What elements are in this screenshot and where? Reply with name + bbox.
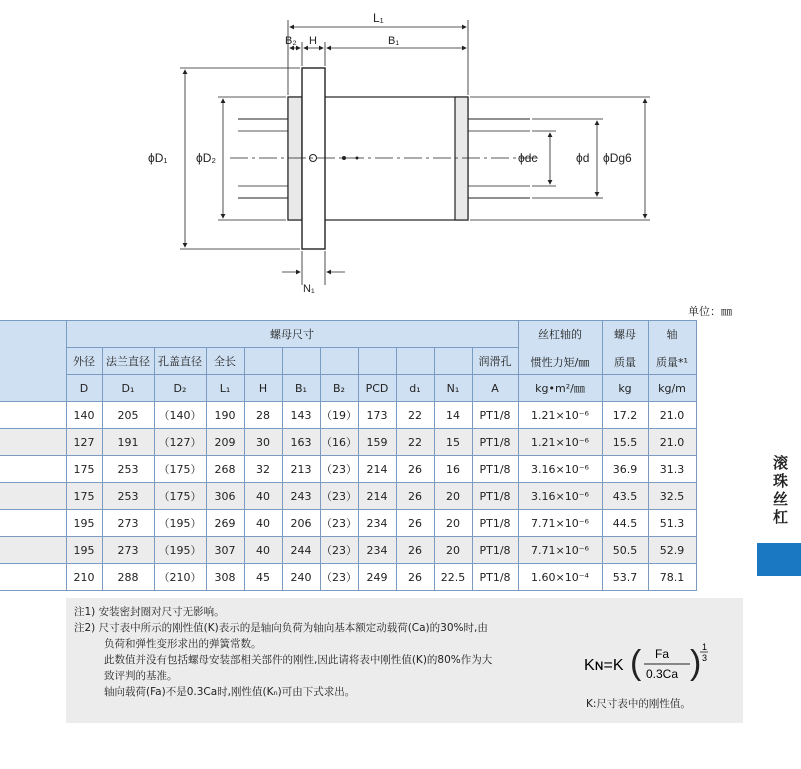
dim-B2: B₂ <box>285 35 297 47</box>
table-cell: 28 <box>244 402 282 429</box>
row-side-cell <box>0 429 66 456</box>
table-cell: 244 <box>282 537 320 564</box>
table-cell: 40 <box>244 510 282 537</box>
note-2b: 负荷和弹性变形求出的弹簧常数。 <box>104 638 262 650</box>
table-cell: 1.21×10⁻⁶ <box>518 429 602 456</box>
table-row <box>0 564 696 591</box>
table-cell: PT1/8 <box>472 429 518 456</box>
table-cell: 31.3 <box>648 456 696 483</box>
colname-4 <box>244 348 282 375</box>
table-body <box>0 402 696 591</box>
column-symbol: kg <box>602 375 648 402</box>
table-row <box>0 510 696 537</box>
column-symbol-row <box>0 375 696 402</box>
table-cell: 22 <box>396 429 434 456</box>
table-cell: 143 <box>282 402 320 429</box>
inertia-line1: 丝杠轴的 <box>538 327 582 341</box>
formula-numerator: Fa <box>655 647 670 661</box>
table-cell: （175） <box>154 483 206 510</box>
colname-6 <box>320 348 358 375</box>
column-symbol: D₁ <box>102 375 154 402</box>
shaft-line2: 质量*¹ <box>656 355 688 369</box>
table-cell: 22.5 <box>434 564 472 591</box>
table-cell: 268 <box>206 456 244 483</box>
table-row <box>0 483 696 510</box>
column-symbol: PCD <box>358 375 396 402</box>
colname-1: 法兰直径 <box>102 348 154 375</box>
table-cell: PT1/8 <box>472 564 518 591</box>
table-row <box>0 537 696 564</box>
column-symbol: B₁ <box>282 375 320 402</box>
table-cell: 210 <box>66 564 102 591</box>
table-cell: 26 <box>396 510 434 537</box>
table-cell: 307 <box>206 537 244 564</box>
column-symbol: kg•m²/㎜ <box>518 375 602 402</box>
row-side-cell <box>0 510 66 537</box>
table-cell: 191 <box>102 429 154 456</box>
header-side <box>0 321 66 402</box>
dim-Dg6: ϕDg6 <box>603 151 632 165</box>
spec-table <box>0 320 697 591</box>
column-symbol: H <box>244 375 282 402</box>
note-1: 注1) 安装密封圈对尺寸无影响。 <box>74 606 225 618</box>
table-cell: 243 <box>282 483 320 510</box>
table-cell: 240 <box>282 564 320 591</box>
table-cell: 20 <box>434 537 472 564</box>
table-cell: 51.3 <box>648 510 696 537</box>
dim-N1: N₁ <box>303 283 315 295</box>
table-cell: 22 <box>396 402 434 429</box>
table-cell: 175 <box>66 483 102 510</box>
table-cell: 7.71×10⁻⁶ <box>518 537 602 564</box>
column-symbol: kg/m <box>648 375 696 402</box>
exponent-denominator: 3 <box>702 653 708 663</box>
dim-H: H <box>309 35 317 47</box>
colname-9 <box>434 348 472 375</box>
table-cell: 234 <box>358 537 396 564</box>
table-cell: 15.5 <box>602 429 648 456</box>
note-2e: 轴向载荷(Fa)不是0.3Ca时,刚性值(Kₙ)可由下式求出。 <box>104 686 356 698</box>
dim-L1: L₁ <box>373 11 384 25</box>
table-cell: 1.60×10⁻⁴ <box>518 564 602 591</box>
header-shaft-mass <box>648 321 696 375</box>
colname-10: 润滑孔 <box>472 348 518 375</box>
table-row <box>0 456 696 483</box>
colname-0: 外径 <box>66 348 102 375</box>
table-cell: （23） <box>320 510 358 537</box>
table-cell: 20 <box>434 483 472 510</box>
table-cell: PT1/8 <box>472 510 518 537</box>
table-cell: 173 <box>358 402 396 429</box>
row-side-cell <box>0 456 66 483</box>
colname-2: 孔盖直径 <box>154 348 206 375</box>
row-side-cell <box>0 537 66 564</box>
table-cell: （16） <box>320 429 358 456</box>
table-cell: 1.21×10⁻⁶ <box>518 402 602 429</box>
group-nut-dimensions: 螺母尺寸 <box>66 321 518 348</box>
table-cell: 32 <box>244 456 282 483</box>
colname-8 <box>396 348 434 375</box>
table-cell: 14 <box>434 402 472 429</box>
table-cell: 40 <box>244 537 282 564</box>
nut-mass-line2: 质量 <box>614 355 636 369</box>
table-cell: （140） <box>154 402 206 429</box>
table-cell: 43.5 <box>602 483 648 510</box>
table-cell: 175 <box>66 456 102 483</box>
table-cell: （195） <box>154 510 206 537</box>
note-2a: 注2) 尺寸表中所示的刚性值(K)表示的是轴向负荷为轴向基本额定动载荷(Ca)的30%时,由 <box>74 622 488 634</box>
table-cell: 3.16×10⁻⁶ <box>518 483 602 510</box>
table-cell: 21.0 <box>648 402 696 429</box>
table-cell: PT1/8 <box>472 456 518 483</box>
table-row <box>0 402 696 429</box>
table-cell: 17.2 <box>602 402 648 429</box>
table-cell: 306 <box>206 483 244 510</box>
column-symbol: N₁ <box>434 375 472 402</box>
column-symbol: B₂ <box>320 375 358 402</box>
colname-3: 全长 <box>206 348 244 375</box>
k-definition: K:尺寸表中的刚性值。 <box>586 698 691 710</box>
table-cell: 16 <box>434 456 472 483</box>
column-symbol: D <box>66 375 102 402</box>
table-cell: 163 <box>282 429 320 456</box>
table-cell: 15 <box>434 429 472 456</box>
table-cell: 21.0 <box>648 429 696 456</box>
dim-dc: ϕdᴄ <box>518 151 538 165</box>
table-cell: 273 <box>102 510 154 537</box>
table-cell: 127 <box>66 429 102 456</box>
table-cell: 140 <box>66 402 102 429</box>
table-cell: 40 <box>244 483 282 510</box>
formula-lhs: Kɴ=K <box>584 657 624 674</box>
nut-mass-line1: 螺母 <box>614 327 636 341</box>
svg-text:(: ( <box>630 644 642 682</box>
colname-7 <box>358 348 396 375</box>
table-cell: 249 <box>358 564 396 591</box>
column-symbol: A <box>472 375 518 402</box>
table-cell: 7.71×10⁻⁶ <box>518 510 602 537</box>
table-cell: 159 <box>358 429 396 456</box>
side-tab-accent <box>757 543 801 576</box>
table-cell: 26 <box>396 537 434 564</box>
colname-5 <box>282 348 320 375</box>
table-cell: 26 <box>396 456 434 483</box>
table-cell: 3.16×10⁻⁶ <box>518 456 602 483</box>
unit-note: 单位：㎜ <box>688 305 732 318</box>
table-cell: 213 <box>282 456 320 483</box>
table-cell: 205 <box>102 402 154 429</box>
table-cell: 273 <box>102 537 154 564</box>
table-cell: 32.5 <box>648 483 696 510</box>
note-2d: 致评判的基准。 <box>104 670 178 682</box>
svg-text:): ) <box>690 644 702 682</box>
table-cell: 20 <box>434 510 472 537</box>
stiffness-formula <box>522 640 722 695</box>
table-cell: 214 <box>358 456 396 483</box>
table-cell: 52.9 <box>648 537 696 564</box>
table-cell: 288 <box>102 564 154 591</box>
table-cell: 209 <box>206 429 244 456</box>
table-cell: 195 <box>66 537 102 564</box>
table-cell: 190 <box>206 402 244 429</box>
column-symbol: d₁ <box>396 375 434 402</box>
header-nut-mass <box>602 321 648 375</box>
column-symbol: D₂ <box>154 375 206 402</box>
table-cell: （210） <box>154 564 206 591</box>
table-cell: 53.7 <box>602 564 648 591</box>
table-cell: 308 <box>206 564 244 591</box>
table-cell: 253 <box>102 483 154 510</box>
table-cell: 269 <box>206 510 244 537</box>
formula-denominator: 0.3Ca <box>646 667 679 681</box>
row-side-cell <box>0 564 66 591</box>
shaft-line1: 轴 <box>666 327 678 341</box>
table-cell: （23） <box>320 537 358 564</box>
dim-d: ϕd <box>576 151 590 165</box>
dim-D2: ϕD₂ <box>196 151 217 165</box>
table-cell: 26 <box>396 564 434 591</box>
table-cell: 26 <box>396 483 434 510</box>
table-cell: （195） <box>154 537 206 564</box>
header-inertia <box>518 321 602 375</box>
table-cell: 195 <box>66 510 102 537</box>
dim-B1: B₁ <box>388 35 400 47</box>
table-cell: 30 <box>244 429 282 456</box>
table-cell: 36.9 <box>602 456 648 483</box>
table-cell: 45 <box>244 564 282 591</box>
table-cell: PT1/8 <box>472 402 518 429</box>
table-cell: PT1/8 <box>472 483 518 510</box>
inertia-line2: 惯性力矩/㎜ <box>530 355 590 369</box>
table-cell: 253 <box>102 456 154 483</box>
table-cell: 206 <box>282 510 320 537</box>
table-cell: 78.1 <box>648 564 696 591</box>
table-cell: （23） <box>320 564 358 591</box>
column-symbol: L₁ <box>206 375 244 402</box>
table-row <box>0 429 696 456</box>
table-cell: 44.5 <box>602 510 648 537</box>
side-tab-title: 滚珠丝杠 <box>771 455 789 527</box>
table-cell: 50.5 <box>602 537 648 564</box>
dim-D1: ϕD₁ <box>148 151 168 165</box>
table-cell: 214 <box>358 483 396 510</box>
table-cell: （23） <box>320 483 358 510</box>
table-cell: （175） <box>154 456 206 483</box>
table-cell: （23） <box>320 456 358 483</box>
table-cell: PT1/8 <box>472 537 518 564</box>
table-cell: （127） <box>154 429 206 456</box>
table-cell: 234 <box>358 510 396 537</box>
row-side-cell <box>0 483 66 510</box>
ball-screw-nut-drawing <box>0 0 801 300</box>
table-cell: （19） <box>320 402 358 429</box>
exponent-numerator: 1 <box>702 642 708 652</box>
row-side-cell <box>0 402 66 429</box>
note-2c: 此数值并没有包括螺母安装部相关部件的刚性,因此请将表中刚性值(K)的80%作为大 <box>104 654 493 666</box>
